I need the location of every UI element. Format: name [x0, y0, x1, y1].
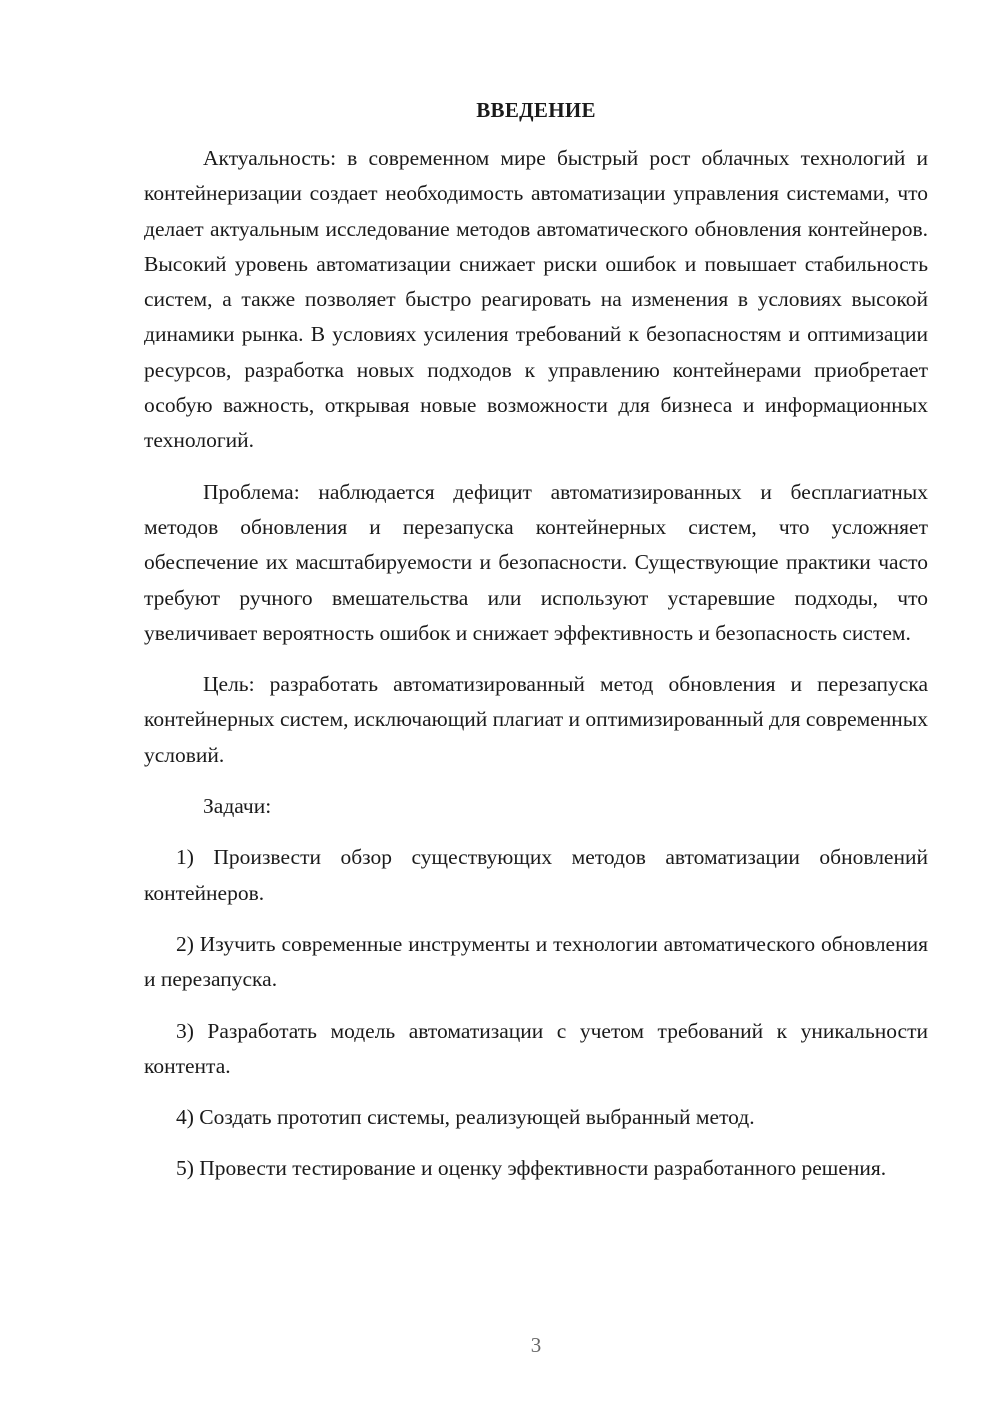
- task-list: [144, 840, 928, 1186]
- page-number: 3: [530, 1333, 542, 1357]
- task-item-2: 2) Изучить современные инструменты и технологии автоматического обновления и перезапуска.: [144, 931, 928, 992]
- task-item-3: 3) Разработать модель автоматизации с учетом требований к уникальности контента.: [144, 1018, 928, 1078]
- task-item-1: 1) Произвести обзор существующих методов автоматизации обновлений контейнеров.: [144, 845, 928, 905]
- relevance-paragraph: Актуальность: в современном мире быстрый рост облачных технологий и контейнеризации создает необходимость автоматизации управления системами, что делает актуальным исследование методов автоматического обновления контейнеров. Высокий уровень автоматизации снижает риски ошибок и повышает стабильность систем, а также позволяет быстро реагировать на изменения в условиях высокой динамики рынка. В условиях усиления требований к безопасностям и оптимизации ресурсов, разработка новых подходов к управлению контейнерами приобретает особую важность, открывая новые возможности для бизнеса и информационных технологий.: [144, 146, 928, 453]
- task-item-4: 4) Создать прототип системы, реализующей выбранный метод.: [176, 1105, 755, 1130]
- page-title: ВВЕДЕНИЕ: [476, 98, 596, 122]
- task-item-5: 5) Провести тестирование и оценку эффективности разработанного решения.: [176, 1156, 887, 1181]
- tasks-heading: Задачи:: [203, 794, 272, 819]
- goal-paragraph: Цель: разработать автоматизированный метод обновления и перезапуска контейнерных систем, исключающий плагиат и оптимизированный для современных условий.: [144, 672, 928, 767]
- page-content: [144, 92, 928, 1203]
- problem-paragraph: Проблема: наблюдается дефицит автоматизированных и бесплагиатных методов обновления и перезапуска контейнерных систем, что усложняет обеспечение их масштабируемости и безопасности. Существующие практики часто требуют ручного вмешательства или используют устаревшие подходы, что увеличивает вероятность ошибок и снижает эффективность и безопасность систем.: [144, 479, 928, 645]
